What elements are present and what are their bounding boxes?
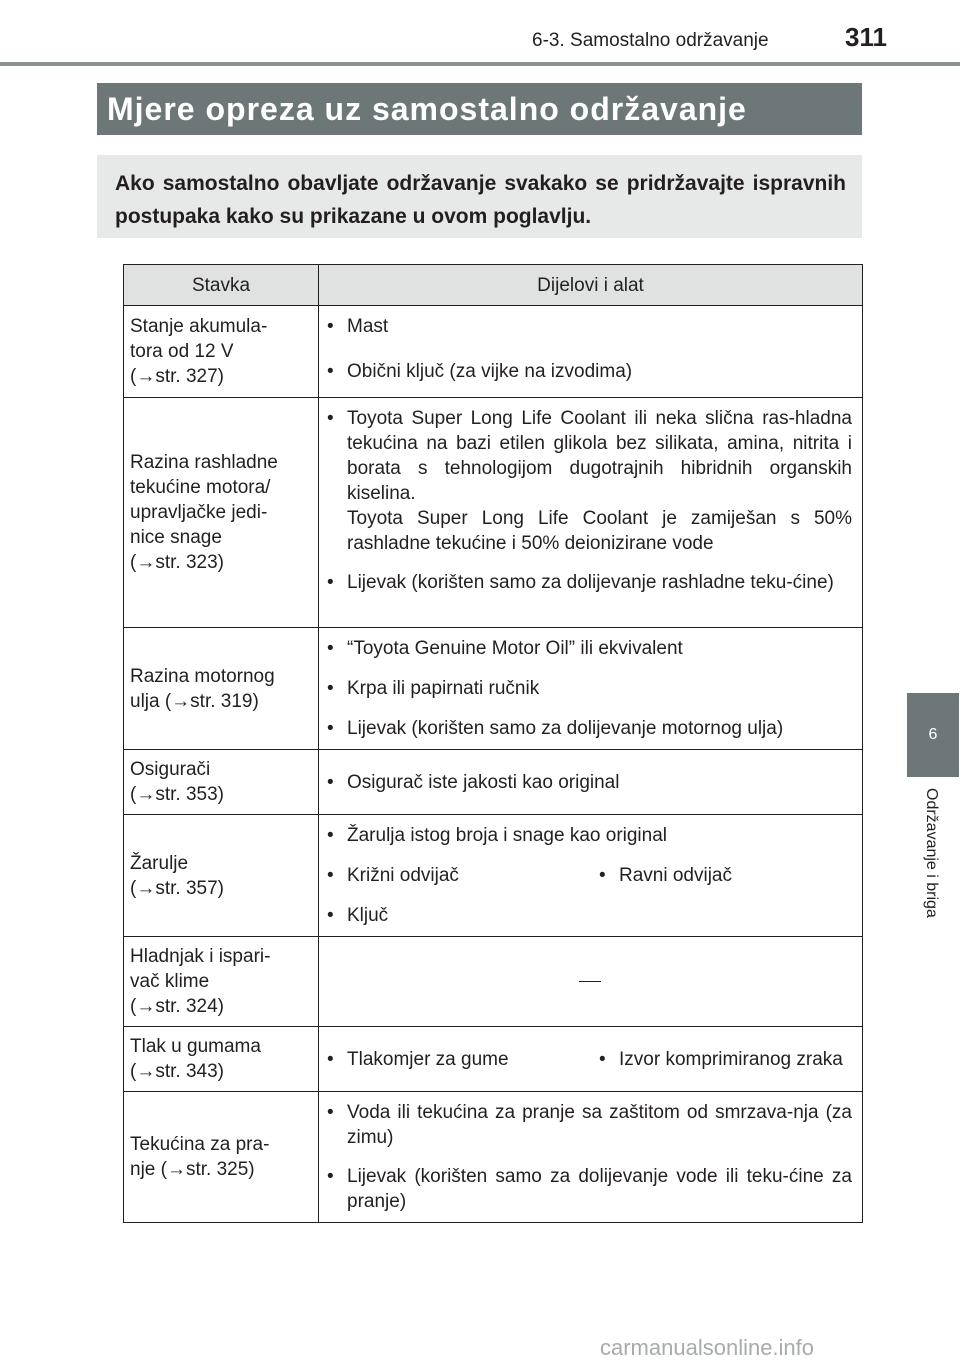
item-line: Žarulje (130, 852, 189, 874)
table-row (124, 815, 863, 937)
bullet: • (599, 1048, 606, 1070)
tool-item: Lijevak (korišten samo za dolijevanje vode ili teku-ćine za pranje) (347, 1166, 852, 1212)
tool-item: Ključ (347, 905, 389, 926)
bullet: • (327, 865, 334, 886)
bullet: • (327, 572, 334, 593)
header-section-title: 6-3. Samostalno održavanje (532, 30, 769, 51)
tools-cell (319, 628, 863, 750)
tools-cell (319, 1092, 863, 1223)
tool-item: Voda ili tekućina za pranje sa zaštitom od smrzava-nja (za zimu) (347, 1102, 852, 1148)
table-row (124, 1092, 863, 1223)
item-line: (→str. 357) (130, 877, 224, 899)
bullet: • (327, 825, 334, 846)
bullet: • (599, 865, 606, 886)
tools-cell (319, 1027, 863, 1092)
item-cell (124, 937, 319, 1027)
item-line: (→str. 324) (130, 996, 224, 1017)
tool-item: Izvor komprimiranog zraka (619, 1048, 843, 1070)
item-line: Stanje akumula- (130, 316, 268, 337)
table-row (124, 937, 863, 1027)
tool-item: Žarulja istog broja i snage kao original (347, 825, 668, 846)
item-line: Hladnjak i ispari- (130, 946, 271, 967)
tool-item: Tlakomjer za gume (347, 1048, 509, 1070)
tools-cell (319, 306, 863, 398)
item-line: Tlak u gumama (130, 1036, 261, 1057)
tool-item: Krpa ili papirnati ručnik (347, 678, 540, 699)
intro-text: Ako samostalno obavljate održavanje svakako se pridržavajte ispravnih postupaka kako su prikazane u ovom poglavlju. (115, 172, 846, 228)
bullet: • (327, 771, 334, 793)
bullet: • (327, 905, 334, 926)
bullet: • (327, 1102, 334, 1123)
item-line: Osigurači (130, 759, 211, 780)
item-line: (→str. 327) (130, 366, 224, 387)
tool-item: Toyota Super Long Life Coolant ili neka slična ras-hladna tekućina na bazi etilen glikola bez silikata, amina, nitrita i borata s tehnologijom dugotrajnih hibridnih organskih kiselina. (347, 408, 852, 504)
chapter-number: 6 (928, 726, 938, 743)
tool-item: Križni odvijač (347, 865, 459, 886)
column-header-tools: Dijelovi i alat (319, 265, 863, 306)
tool-item: Osigurač iste jakosti kao original (347, 771, 620, 793)
bullet: • (327, 718, 334, 739)
item-line: (→str. 343) (130, 1061, 224, 1082)
item-cell (124, 1027, 319, 1092)
table-header-row (124, 265, 863, 306)
item-line: tora od 12 V (130, 341, 234, 362)
bullet: • (327, 1166, 334, 1187)
column-header-item: Stavka (124, 265, 319, 306)
bullet: • (327, 316, 334, 337)
item-line: (→str. 323) (130, 552, 224, 573)
tool-item: Lijevak (korišten samo za dolijevanje motornog ulja) (347, 718, 784, 739)
table-row (124, 1027, 863, 1092)
page-number: 311 (845, 22, 887, 52)
item-line: ulja (→str. 319) (130, 690, 259, 712)
page-title: Mjere opreza uz samostalno održavanje (97, 83, 862, 135)
tools-cell (319, 750, 863, 815)
item-line: Razina motornog (130, 665, 275, 687)
tools-cell (319, 937, 863, 1027)
table-row (124, 398, 863, 628)
item-line: (→str. 353) (130, 784, 224, 805)
table-row (124, 306, 863, 398)
item-cell (124, 750, 319, 815)
tool-item: Lijevak (korišten samo za dolijevanje rashladne teku-ćine) (347, 572, 834, 593)
item-line: nje (→str. 325) (130, 1159, 255, 1180)
tools-cell (319, 398, 863, 628)
table-row (124, 628, 863, 750)
bullet: • (327, 678, 334, 699)
bullet: • (327, 1048, 334, 1070)
item-line: nice snage (130, 527, 222, 548)
item-line: Tekućina za pra- (130, 1134, 270, 1155)
intro-box (97, 155, 862, 238)
item-line: Razina rashladne (130, 452, 278, 473)
item-cell (124, 815, 319, 937)
tools-cell (319, 815, 863, 937)
watermark-text: carmanualsonline.info (600, 1335, 815, 1360)
tool-item: Ravni odvijač (619, 865, 732, 886)
empty-dash (579, 981, 601, 982)
chapter-tab (907, 693, 959, 777)
item-cell (124, 628, 319, 750)
bullet: • (327, 361, 334, 382)
item-line: upravljačke jedi- (130, 502, 268, 523)
chapter-label: Održavanje i briga (923, 788, 940, 918)
tool-item: Mast (347, 316, 389, 337)
item-cell (124, 1092, 319, 1223)
tool-item: Obični ključ (za vijke na izvodima) (347, 361, 633, 382)
table-row (124, 750, 863, 815)
bullet: • (327, 638, 334, 659)
header-rule (0, 62, 960, 66)
item-cell (124, 398, 319, 628)
item-cell (124, 306, 319, 398)
item-line: vač klime (130, 971, 210, 992)
tool-item: “Toyota Genuine Motor Oil” ili ekvivalent (347, 638, 683, 659)
tool-note: Toyota Super Long Life Coolant je zamiješan s 50% rashladne tekućine i 50% deionizirane vode (347, 508, 852, 554)
maintenance-table (123, 264, 863, 1223)
item-line: tekućine motora/ (130, 477, 271, 498)
bullet: • (327, 408, 334, 429)
